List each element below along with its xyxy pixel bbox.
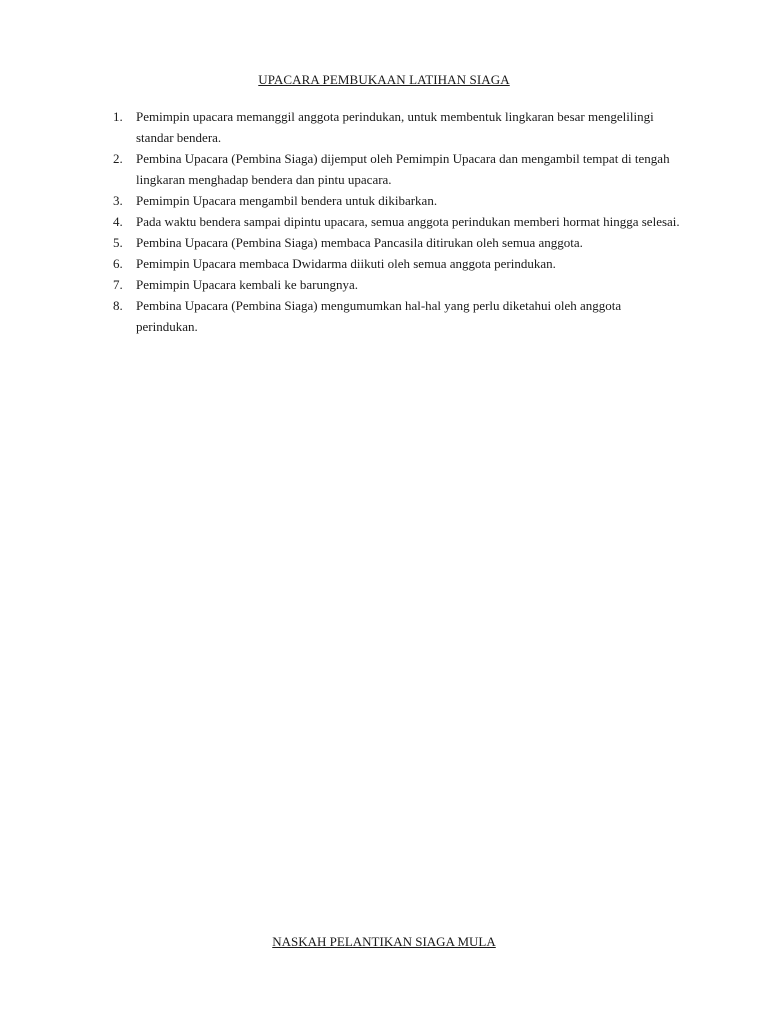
step-text: Pembina Upacara (Pembina Siaga) membaca Pancasila ditirukan oleh semua anggota. <box>136 235 583 250</box>
step-number: 5. <box>113 235 123 250</box>
list-item <box>113 106 683 148</box>
ceremony-steps-list <box>113 106 683 337</box>
step-text: Pemimpin Upacara kembali ke barungnya. <box>136 277 359 292</box>
step-number: 4. <box>113 214 123 229</box>
section-title: NASKAH PELANTIKAN SIAGA MULA <box>272 934 496 949</box>
step-text: Pembina Upacara (Pembina Siaga) mengumumkan hal-hal yang perlu diketahui oleh anggota perindukan. <box>136 298 622 334</box>
list-item <box>113 274 683 295</box>
list-item <box>113 253 683 274</box>
step-text: Pemimpin upacara memanggil anggota perindukan, untuk membentuk lingkaran besar mengelilingi standar bendera. <box>136 109 654 145</box>
list-item <box>113 295 683 337</box>
step-number: 1. <box>113 109 123 124</box>
step-number: 3. <box>113 193 123 208</box>
list-item <box>113 148 683 190</box>
step-number: 6. <box>113 256 123 271</box>
list-item <box>113 211 683 232</box>
section-title: UPACARA PEMBUKAAN LATIHAN SIAGA <box>258 72 510 87</box>
step-text: Pemimpin Upacara membaca Dwidarma diikuti oleh semua anggota perindukan. <box>136 256 556 271</box>
step-number: 7. <box>113 277 123 292</box>
list-item <box>113 232 683 253</box>
list-item <box>113 190 683 211</box>
step-number: 8. <box>113 298 123 313</box>
step-text: Pada waktu bendera sampai dipintu upacara, semua anggota perindukan memberi hormat hingga selesai. <box>136 214 680 229</box>
step-number: 2. <box>113 151 123 166</box>
step-text: Pemimpin Upacara mengambil bendera untuk dikibarkan. <box>136 193 438 208</box>
step-text: Pembina Upacara (Pembina Siaga) dijemput oleh Pemimpin Upacara dan mengambil tempat di tengah lingkaran menghadap bendera dan pintu upacara. <box>136 151 670 187</box>
